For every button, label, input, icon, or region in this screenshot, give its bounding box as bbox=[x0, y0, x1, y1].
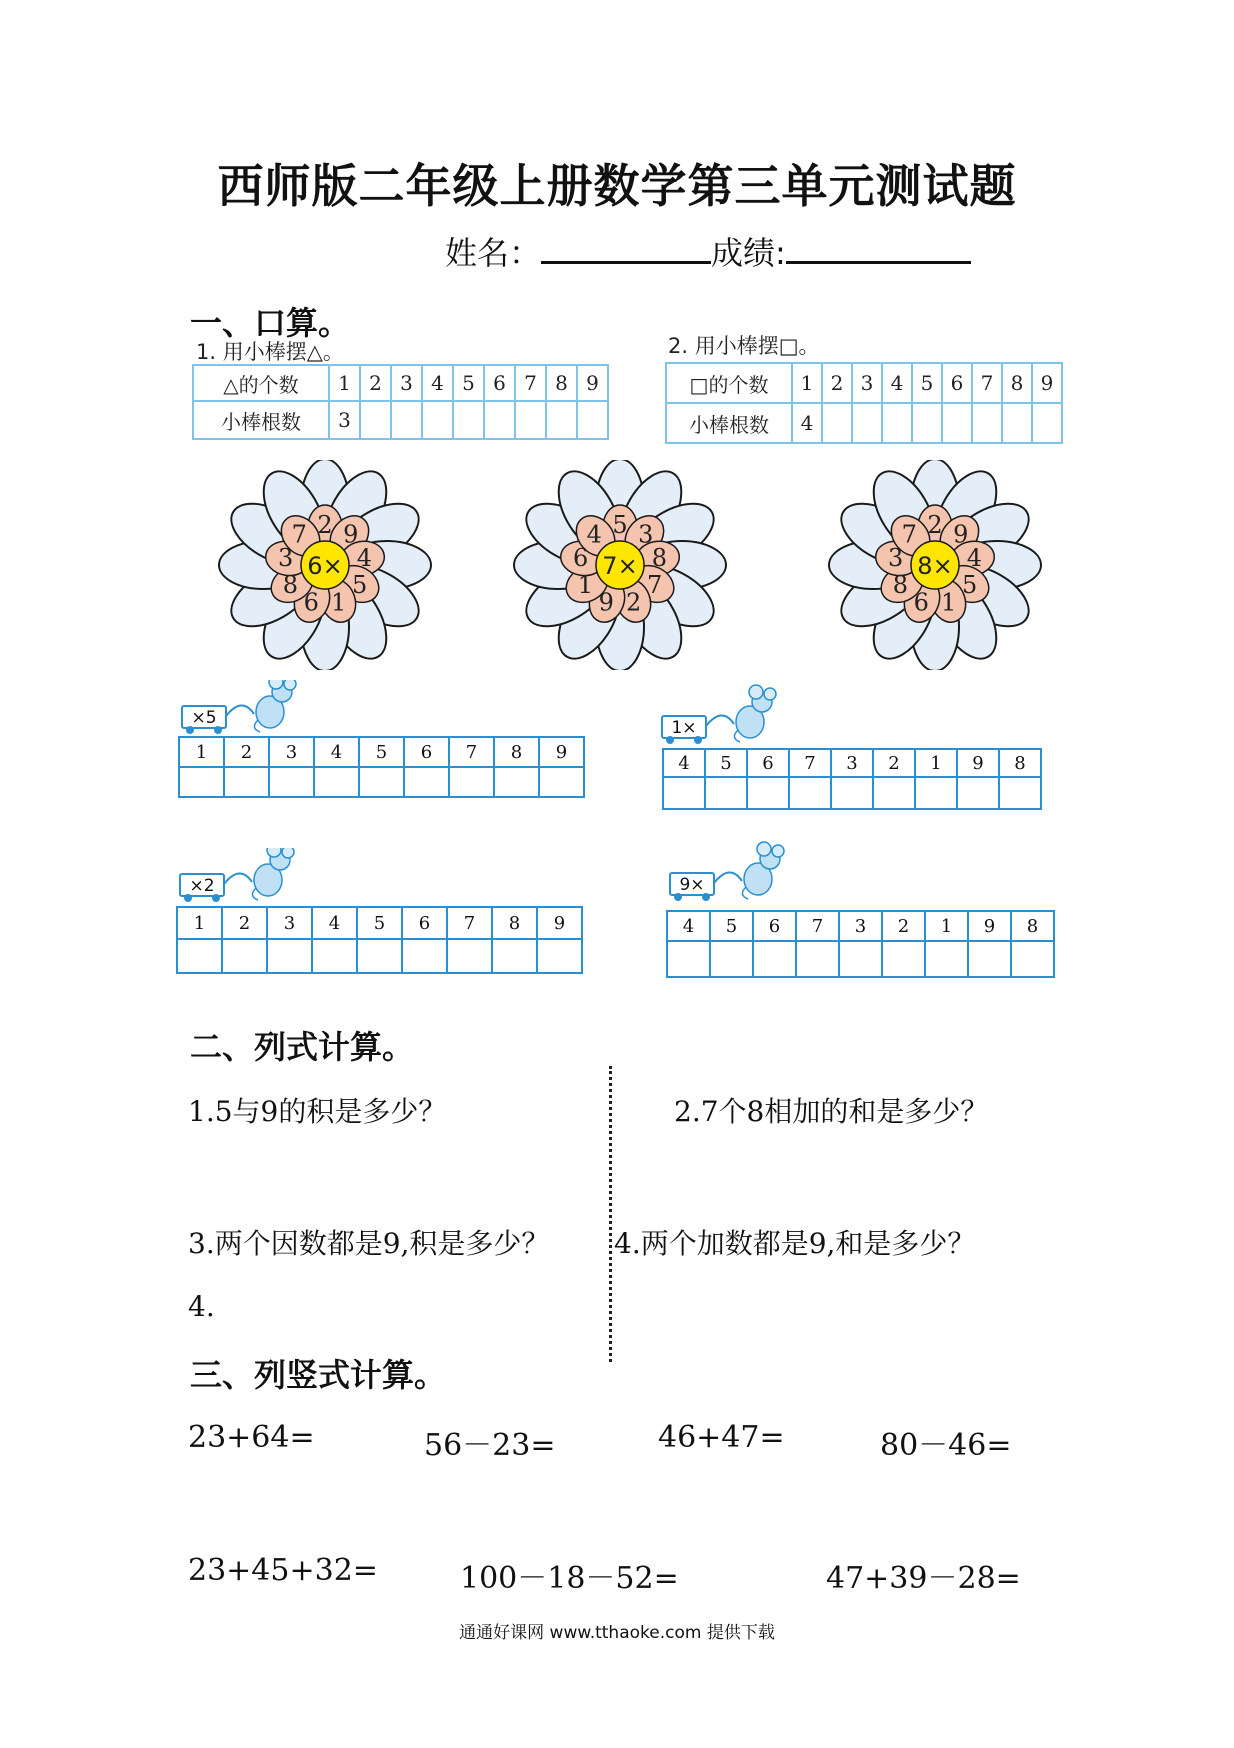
table2-col: 9 bbox=[1032, 363, 1062, 403]
table1-col: 7 bbox=[515, 365, 546, 401]
answer-cell[interactable] bbox=[222, 939, 267, 973]
mouse-ear bbox=[764, 688, 776, 700]
answer-cell[interactable] bbox=[359, 767, 404, 797]
train-table-x2 bbox=[176, 906, 583, 974]
answer-cell[interactable] bbox=[882, 403, 912, 443]
cart-label: 1× bbox=[671, 718, 697, 738]
petal-number: 5 bbox=[962, 571, 978, 599]
score-blank[interactable] bbox=[786, 231, 971, 264]
calc-item: 56－23= bbox=[424, 1428, 556, 1463]
answer-cell[interactable] bbox=[942, 403, 972, 443]
table1-row1-label: △的个数 bbox=[193, 365, 329, 401]
petal-number: 7 bbox=[901, 520, 917, 549]
train-cell: 5 bbox=[705, 749, 747, 777]
table1-col: 9 bbox=[577, 365, 608, 401]
petal-number: 4 bbox=[966, 544, 983, 573]
answer-cell[interactable] bbox=[915, 777, 957, 809]
table2-col: 2 bbox=[822, 363, 852, 403]
petal-number: 3 bbox=[277, 544, 294, 573]
question-3: 3.两个因数都是9,积是多少？ bbox=[188, 1227, 550, 1260]
footer-text: 通通好课网 www.tthaoke.com 提供下载 bbox=[459, 1623, 775, 1643]
answer-cell[interactable] bbox=[873, 777, 915, 809]
table2-row1-label: □的个数 bbox=[666, 363, 792, 403]
cart-label: 9× bbox=[679, 875, 705, 895]
train-cell: 9 bbox=[957, 749, 999, 777]
calc-item: 100－18－52= bbox=[460, 1561, 679, 1596]
train-1x bbox=[660, 680, 790, 754]
flower-graphic bbox=[820, 460, 1050, 670]
train-cell: 2 bbox=[873, 749, 915, 777]
train-cell: 6 bbox=[402, 907, 447, 939]
answer-cell[interactable] bbox=[449, 767, 494, 797]
table1-col: 1 bbox=[329, 365, 360, 401]
calc-item: 80－46= bbox=[880, 1428, 1012, 1463]
answer-cell[interactable] bbox=[822, 403, 852, 443]
answer-cell[interactable] bbox=[972, 403, 1002, 443]
answer-cell[interactable] bbox=[1032, 403, 1062, 443]
train-cell: 8 bbox=[1011, 911, 1054, 941]
petal-number: 8 bbox=[892, 571, 908, 599]
petal-number: 3 bbox=[638, 520, 654, 549]
train-cell: 7 bbox=[449, 737, 494, 767]
mouse-ear bbox=[269, 680, 283, 689]
train-cell: 3 bbox=[831, 749, 873, 777]
answer-cell[interactable] bbox=[357, 939, 402, 973]
flower-graphic bbox=[210, 460, 440, 670]
petal-number: 6 bbox=[572, 544, 589, 573]
petal-number: 8 bbox=[651, 544, 668, 573]
petal-number: 3 bbox=[887, 544, 904, 573]
answer-cell[interactable] bbox=[710, 941, 753, 977]
flower-6 bbox=[210, 460, 440, 674]
answer-cell[interactable] bbox=[753, 941, 796, 977]
answer-cell[interactable] bbox=[224, 767, 269, 797]
petal-number: 4 bbox=[356, 544, 373, 573]
calc-item: 23+45+32= bbox=[188, 1553, 378, 1588]
answer-cell[interactable] bbox=[312, 939, 357, 973]
petal-number: 1 bbox=[577, 571, 593, 599]
name-score-line bbox=[445, 228, 971, 274]
petal-number: 2 bbox=[317, 511, 333, 539]
cart-label: ×2 bbox=[189, 876, 215, 896]
train-cell: 4 bbox=[667, 911, 710, 941]
answer-cell[interactable] bbox=[852, 403, 882, 443]
answer-cell[interactable] bbox=[494, 767, 539, 797]
table1-row2-label: 小棒根数 bbox=[193, 401, 329, 439]
answer-cell[interactable] bbox=[747, 777, 789, 809]
table2-col: 5 bbox=[912, 363, 942, 403]
train-cell: 6 bbox=[753, 911, 796, 941]
petal-number: 9 bbox=[953, 520, 969, 549]
flower-center-label: 7× bbox=[602, 552, 638, 580]
flower-center-label: 8× bbox=[917, 552, 953, 580]
answer-cell[interactable] bbox=[360, 401, 391, 439]
petal-number: 1 bbox=[941, 588, 957, 617]
petal-number: 1 bbox=[331, 588, 347, 617]
train-cell: 8 bbox=[492, 907, 537, 939]
answer-cell[interactable] bbox=[179, 767, 224, 797]
train-cell: 8 bbox=[999, 749, 1041, 777]
answer-cell[interactable] bbox=[925, 941, 968, 977]
petal-number: 5 bbox=[612, 511, 628, 539]
answer-cell[interactable] bbox=[515, 401, 546, 439]
train-cell: 4 bbox=[663, 749, 705, 777]
answer-cell[interactable] bbox=[839, 941, 882, 977]
mouse-ear bbox=[267, 848, 281, 857]
page-title: 西师版二年级上册数学第三单元测试题 bbox=[217, 159, 1017, 213]
train-cell: 4 bbox=[312, 907, 357, 939]
answer-cell[interactable] bbox=[663, 777, 705, 809]
train-cell: 5 bbox=[359, 737, 404, 767]
section1-sub1: 1. 用小棒摆△。 bbox=[196, 340, 344, 364]
table1-row2-first: 3 bbox=[329, 401, 360, 439]
mouse-ear bbox=[749, 685, 763, 699]
answer-cell[interactable] bbox=[999, 777, 1041, 809]
answer-cell[interactable] bbox=[269, 767, 314, 797]
train-cell: 9 bbox=[539, 737, 584, 767]
answer-cell[interactable] bbox=[447, 939, 492, 973]
table2-col: 7 bbox=[972, 363, 1002, 403]
train-cell: 7 bbox=[796, 911, 839, 941]
answer-cell[interactable] bbox=[484, 401, 515, 439]
train-cell: 2 bbox=[882, 911, 925, 941]
question-2: 2.7个8相加的和是多少？ bbox=[674, 1095, 989, 1128]
table1-col: 2 bbox=[360, 365, 391, 401]
answer-cell[interactable] bbox=[404, 767, 449, 797]
train-cell: 7 bbox=[447, 907, 492, 939]
petal-number: 9 bbox=[598, 588, 614, 617]
answer-cell[interactable] bbox=[537, 939, 582, 973]
train-cell: 2 bbox=[224, 737, 269, 767]
flower-8 bbox=[820, 460, 1050, 674]
petal-number: 9 bbox=[343, 520, 359, 549]
train-mouse-icon bbox=[180, 680, 310, 740]
petal-number: 5 bbox=[352, 571, 368, 599]
answer-cell[interactable] bbox=[796, 941, 839, 977]
table2-col: 8 bbox=[1002, 363, 1032, 403]
answer-cell[interactable] bbox=[667, 941, 710, 977]
answer-cell[interactable] bbox=[177, 939, 222, 973]
train-cell: 1 bbox=[179, 737, 224, 767]
petal-number: 7 bbox=[647, 571, 663, 599]
table1-col: 5 bbox=[453, 365, 484, 401]
train-mouse-icon bbox=[668, 832, 798, 907]
answer-cell[interactable] bbox=[391, 401, 422, 439]
calc-item: 46+47= bbox=[658, 1420, 785, 1455]
train-cell: 4 bbox=[314, 737, 359, 767]
section2-heading: 二、列式计算。 bbox=[190, 1028, 415, 1066]
table2-col: 1 bbox=[792, 363, 822, 403]
table1-col: 3 bbox=[391, 365, 422, 401]
question-4-extra: 4. bbox=[188, 1290, 215, 1323]
answer-cell[interactable] bbox=[957, 777, 999, 809]
train-cell: 9 bbox=[968, 911, 1011, 941]
flower-7 bbox=[505, 460, 735, 674]
section1-sub2: 2. 用小棒摆□。 bbox=[668, 334, 820, 358]
table2-row2-label: 小棒根数 bbox=[666, 403, 792, 443]
stick-table-square bbox=[665, 362, 1063, 444]
train-x2 bbox=[178, 848, 308, 912]
table2-col: 6 bbox=[942, 363, 972, 403]
answer-cell[interactable] bbox=[789, 777, 831, 809]
answer-cell[interactable] bbox=[882, 941, 925, 977]
rope bbox=[714, 872, 742, 883]
mouse-ear bbox=[757, 842, 771, 856]
train-cell: 2 bbox=[222, 907, 267, 939]
petal-number: 6 bbox=[913, 588, 929, 617]
train-cell: 3 bbox=[839, 911, 882, 941]
answer-cell[interactable] bbox=[577, 401, 608, 439]
train-9x bbox=[668, 832, 798, 911]
table1-col: 8 bbox=[546, 365, 577, 401]
answer-cell[interactable] bbox=[705, 777, 747, 809]
answer-cell[interactable] bbox=[267, 939, 312, 973]
train-cell: 7 bbox=[789, 749, 831, 777]
train-cell: 1 bbox=[177, 907, 222, 939]
mouse-ear bbox=[282, 848, 294, 858]
train-cell: 8 bbox=[494, 737, 539, 767]
train-cell: 1 bbox=[915, 749, 957, 777]
answer-cell[interactable] bbox=[1011, 941, 1054, 977]
rope bbox=[224, 873, 252, 884]
calc-item: 23+64= bbox=[188, 1420, 315, 1455]
petal-number: 4 bbox=[586, 520, 602, 549]
train-cell: 9 bbox=[537, 907, 582, 939]
answer-cell[interactable] bbox=[546, 401, 577, 439]
question-1: 1.5与9的积是多少？ bbox=[188, 1095, 447, 1128]
rope bbox=[226, 705, 254, 716]
name-label: 姓名： bbox=[445, 234, 542, 272]
flower-graphic bbox=[505, 460, 735, 670]
train-table-x5 bbox=[178, 736, 585, 798]
rope bbox=[706, 715, 734, 726]
table2-col: 4 bbox=[882, 363, 912, 403]
name-blank[interactable] bbox=[541, 231, 711, 264]
petal-number: 6 bbox=[303, 588, 319, 617]
table2-row2-first: 4 bbox=[792, 403, 822, 443]
answer-cell[interactable] bbox=[314, 767, 359, 797]
section3-heading: 三、列竖式计算。 bbox=[190, 1356, 447, 1394]
answer-cell[interactable] bbox=[492, 939, 537, 973]
train-cell: 6 bbox=[747, 749, 789, 777]
mouse-ear bbox=[772, 845, 784, 857]
calc-item: 47+39－28= bbox=[826, 1561, 1021, 1596]
petal-number: 2 bbox=[626, 588, 642, 617]
score-label: 成绩: bbox=[711, 234, 786, 272]
answer-cell[interactable] bbox=[539, 767, 584, 797]
train-x5 bbox=[180, 680, 310, 744]
answer-cell[interactable] bbox=[1002, 403, 1032, 443]
table1-col: 4 bbox=[422, 365, 453, 401]
answer-cell[interactable] bbox=[912, 403, 942, 443]
answer-cell[interactable] bbox=[453, 401, 484, 439]
dotted-divider bbox=[609, 1066, 612, 1362]
train-table-9x bbox=[666, 910, 1055, 978]
table2-col: 3 bbox=[852, 363, 882, 403]
answer-cell[interactable] bbox=[831, 777, 873, 809]
petal-number: 2 bbox=[927, 511, 943, 539]
mouse-ear bbox=[284, 680, 296, 690]
flower-center-label: 6× bbox=[307, 552, 343, 580]
petal-number: 8 bbox=[282, 571, 298, 599]
cart-label: ×5 bbox=[191, 708, 217, 728]
answer-cell[interactable] bbox=[422, 401, 453, 439]
question-4: 4.两个加数都是9,和是多少？ bbox=[614, 1227, 976, 1260]
answer-cell[interactable] bbox=[402, 939, 447, 973]
train-cell: 5 bbox=[710, 911, 753, 941]
table1-col: 6 bbox=[484, 365, 515, 401]
stick-table-triangle bbox=[192, 364, 609, 440]
train-mouse-icon bbox=[178, 848, 308, 908]
train-mouse-icon bbox=[660, 680, 790, 750]
train-cell: 5 bbox=[357, 907, 402, 939]
train-cell: 3 bbox=[269, 737, 314, 767]
answer-cell[interactable] bbox=[968, 941, 1011, 977]
section1-heading: 一、口算。 bbox=[190, 304, 351, 342]
train-table-1x bbox=[662, 748, 1042, 810]
train-cell: 3 bbox=[267, 907, 312, 939]
train-cell: 6 bbox=[404, 737, 449, 767]
petal-number: 7 bbox=[291, 520, 307, 549]
train-cell: 1 bbox=[925, 911, 968, 941]
